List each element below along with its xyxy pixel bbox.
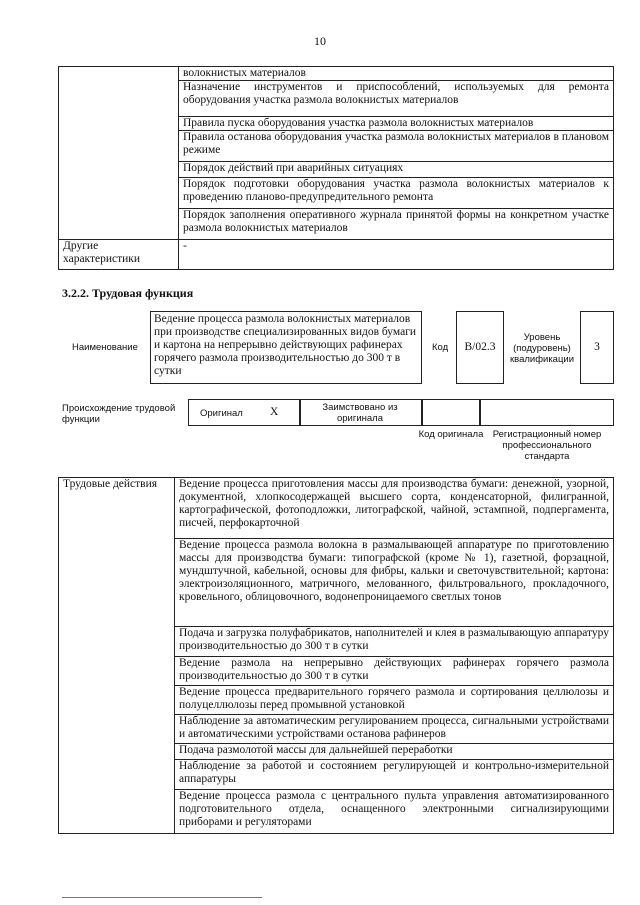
- level-value: 3: [594, 341, 600, 353]
- labor-action-item: Ведение размола на непрерывно действующих рафинерах горячего размола производительностью до 300 т в сутки: [175, 657, 614, 686]
- origin-label: Происхождение трудовой функции: [62, 403, 176, 425]
- labor-action-item: Наблюдение за автоматическим регулированием процесса, сигнальными устройствами и автоматическими устройствами останова рафинеров: [175, 715, 614, 744]
- labor-action-item: Подача и загрузка полуфабрикатов, наполнителей и клея в размалывающую аппаратуру производительностью до 300 т в сутки: [175, 627, 614, 657]
- labor-actions-label: Трудовые действия: [59, 478, 175, 834]
- code-label: Код: [432, 342, 449, 353]
- knowledge-item: Порядок заполнения оперативного журнала принятой формы на конкретном участке размола волокнистых материалов: [179, 209, 614, 240]
- code-original-caption: Код оригинала: [418, 429, 484, 440]
- level-label: Уровень (подуровень) квалификации: [509, 332, 575, 365]
- original-label: Оригинал: [200, 408, 243, 419]
- labor-action-item: Ведение процесса размола с центрального пульта управления автоматизированного подготовительного отдела, оснащенного электронными сигнализирующими приборами и регуляторами: [175, 790, 614, 834]
- origin-reg-box: [480, 399, 614, 426]
- original-mark: X: [270, 406, 279, 418]
- code-value: B/02.3: [464, 341, 496, 353]
- name-label: Наименование: [72, 342, 138, 353]
- knowledge-table: [58, 66, 614, 270]
- labor-actions-table: [58, 477, 614, 834]
- knowledge-item: волокнистых материалов: [179, 67, 614, 81]
- knowledge-item: Порядок действий при аварийных ситуациях: [179, 162, 614, 178]
- labor-action-item: Наблюдение за работой и состоянием регулирующей и контрольно-измерительной аппаратуры: [175, 760, 614, 790]
- labor-action-item: Подача размолотой массы для дальнейшей переработки: [175, 744, 614, 760]
- borrowed-label: Заимствовано из оригинала: [322, 402, 398, 424]
- knowledge-item: Правила останова оборудования участка размола волокнистых материалов в плановом режиме: [179, 131, 614, 162]
- labor-action-item: Ведение процесса приготовления массы для производства бумаги: денежной, узорной, документной, хлопкосодержащей высшего сорта, конденсаторной, филигранной, картографической, фотоподложки, литографской, чайной, эстампной, подпергамента, писчей, перфокарточной: [175, 478, 614, 539]
- knowledge-item: Назначение инструментов и приспособлений, используемых для ремонта оборудования участка размола волокнистых материалов: [179, 81, 614, 117]
- knowledge-item: Правила пуска оборудования участка размола волокнистых материалов: [179, 117, 614, 131]
- knowledge-label-cell: [59, 67, 179, 240]
- other-characteristics-value: -: [179, 240, 614, 270]
- labor-action-item: Ведение процесса предварительного горячего размола и сортирования целлюлозы и полуцеллюлозы перед промывной установкой: [175, 686, 614, 715]
- page-number: 10: [314, 34, 326, 48]
- footer-divider: [62, 897, 262, 898]
- section-title: 3.2.2. Трудовая функция: [62, 286, 194, 300]
- other-characteristics-label: Другие характеристики: [59, 240, 179, 270]
- labor-action-item: Ведение процесса размола волокна в размалывающей аппаратуре по приготовлению массы для производства бумаги: типографской (кроме № 1), газетной, форзацной, мундштучной, кабельной, основы для фибры, кальки и светочувствительной; картона: электроизоляционного, матричного, мелованного, фильтровального, прокладочного, кровельного, облицовочного, водонепроницаемого светлых тонов: [175, 539, 614, 627]
- reg-number-caption: Регистрационный номер профессионального стандарта: [492, 429, 602, 462]
- knowledge-item: Порядок подготовки оборудования участка размола волокнистых материалов к проведению планово-предупредительного ремонта: [179, 178, 614, 209]
- origin-code-box: [422, 399, 480, 426]
- function-name-value: Ведение процесса размола волокнистых материалов при производстве специализированных видов бумаги и картона на непрерывно действующих рафинерах горячего размола производительностью до 300 т в сутки: [154, 313, 417, 377]
